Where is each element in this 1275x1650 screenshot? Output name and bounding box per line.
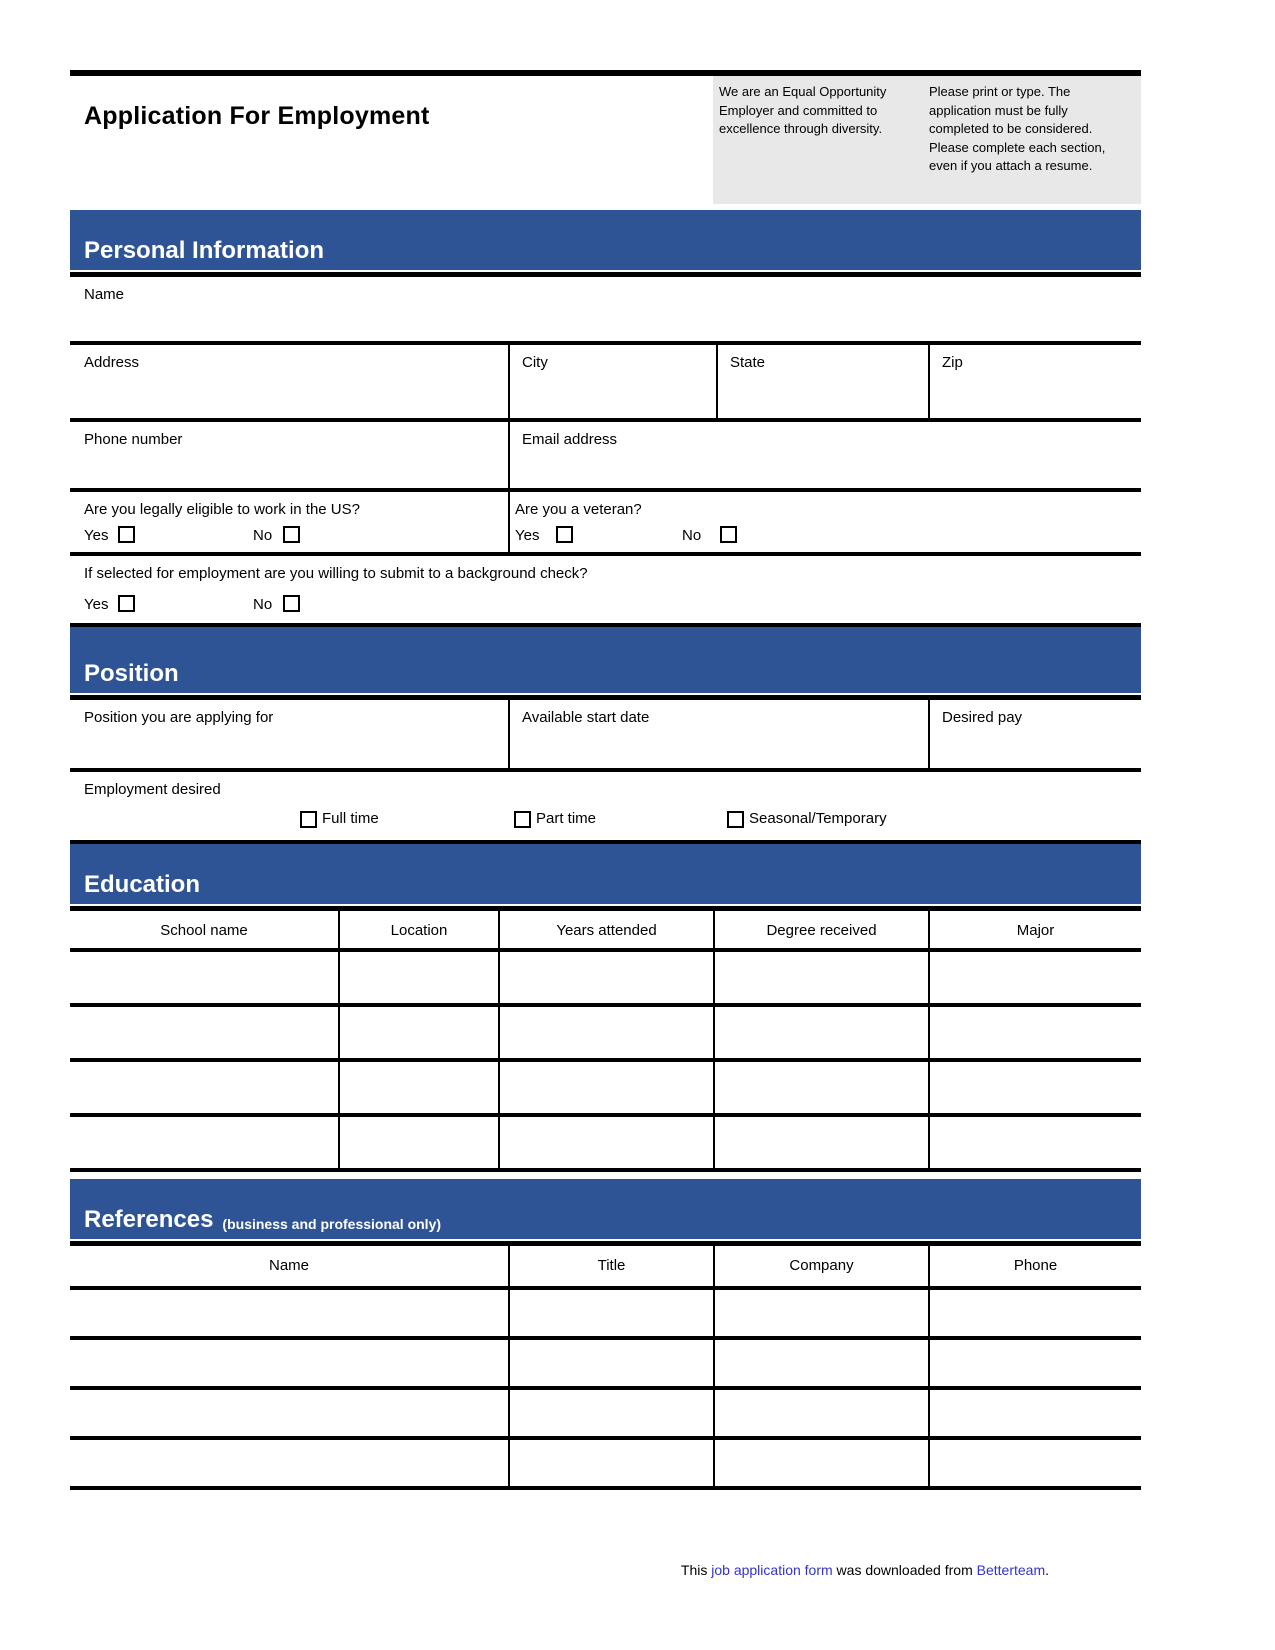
eligibility-question: Are you legally eligible to work in the US?: [84, 501, 360, 518]
section-heading: References: [84, 1206, 214, 1233]
background-yes-label: Yes: [84, 596, 109, 613]
position-applying-label: Position you are applying for: [84, 709, 274, 726]
seasonal-option[interactable]: [727, 810, 887, 828]
education-cell[interactable]: [930, 1062, 1141, 1113]
references-cell[interactable]: [70, 1440, 510, 1486]
eligibility-veteran-row: [70, 492, 1141, 556]
eligible-yes-label: Yes: [84, 527, 109, 544]
references-table-header: [70, 1246, 1141, 1290]
veteran-question-cell: [510, 492, 1141, 552]
notice-box: [713, 76, 1141, 204]
references-cell[interactable]: [510, 1340, 715, 1386]
email-field[interactable]: [510, 422, 1141, 488]
education-cell[interactable]: [340, 1062, 500, 1113]
veteran-question: Are you a veteran?: [515, 501, 642, 518]
education-cell[interactable]: [930, 952, 1141, 1003]
education-cell[interactable]: [500, 1117, 715, 1168]
references-col-title: Title: [510, 1246, 715, 1286]
phone-field[interactable]: [70, 422, 510, 488]
education-cell[interactable]: [500, 952, 715, 1003]
references-cell[interactable]: [510, 1390, 715, 1436]
section-bar-position: [70, 627, 1141, 695]
zip-label: Zip: [942, 354, 963, 371]
phone-email-row: [70, 422, 1141, 492]
header: [70, 76, 1141, 210]
references-cell[interactable]: [715, 1340, 930, 1386]
part-time-label: Part time: [536, 810, 597, 827]
employment-desired-row: [70, 772, 1141, 844]
background-check-question: If selected for employment are you willing to submit to a background check?: [84, 565, 588, 582]
section-heading: Education: [84, 871, 201, 898]
education-col-major: Major: [1016, 922, 1055, 939]
page-title: Application For Employment: [84, 102, 430, 130]
start-date-label: Available start date: [522, 709, 650, 726]
notice-instructions-text: Please print or type. The application must be fully completed to be considered. Please complete each section, even if you attach a resume.: [929, 84, 1106, 173]
references-cell[interactable]: [510, 1440, 715, 1486]
background-yes-checkbox[interactable]: [118, 595, 135, 612]
footer-text-middle: was downloaded from: [832, 1562, 977, 1578]
job-application-form-link[interactable]: job application form: [711, 1562, 833, 1578]
name-field[interactable]: [70, 277, 1141, 345]
city-field[interactable]: [510, 345, 718, 418]
education-cell[interactable]: [715, 1007, 930, 1058]
footer-text-suffix: .: [1045, 1562, 1049, 1578]
references-cell[interactable]: [715, 1440, 930, 1486]
zip-field[interactable]: [930, 345, 1141, 418]
education-col-school-name: School name: [70, 911, 340, 948]
references-cell[interactable]: [70, 1390, 510, 1436]
references-row: [70, 1440, 1141, 1490]
education-cell[interactable]: [715, 1117, 930, 1168]
notice-eeo-text: We are an Equal Opportunity Employer and committed to excellence through diversity.: [719, 84, 887, 136]
employment-desired-label: Employment desired: [84, 781, 221, 798]
references-row: [70, 1390, 1141, 1440]
references-cell[interactable]: [715, 1290, 930, 1336]
background-no-label: No: [253, 596, 273, 613]
background-no-checkbox[interactable]: [283, 595, 300, 612]
part-time-option[interactable]: [514, 810, 596, 828]
education-row: [70, 1117, 1141, 1172]
section-bar-references: [70, 1179, 1141, 1241]
section-bar-education: [70, 844, 1141, 906]
address-label: Address: [84, 354, 140, 371]
education-row: [70, 1062, 1141, 1117]
section-heading: Position: [84, 660, 179, 687]
education-cell[interactable]: [715, 1062, 930, 1113]
education-cell[interactable]: [70, 1117, 340, 1168]
eligible-no-checkbox[interactable]: [283, 526, 300, 543]
references-col-phone: Phone: [1013, 1257, 1058, 1274]
section-bar-personal-information: [70, 210, 1141, 272]
section-heading: Personal Information: [84, 237, 325, 264]
references-cell[interactable]: [930, 1440, 1141, 1486]
references-cell[interactable]: [715, 1390, 930, 1436]
education-cell[interactable]: [715, 952, 930, 1003]
desired-pay-field[interactable]: [930, 700, 1141, 768]
form-page: [70, 70, 1141, 1578]
education-cell[interactable]: [340, 952, 500, 1003]
eligible-yes-checkbox[interactable]: [118, 526, 135, 543]
education-col-degree-received: Degree received: [715, 911, 930, 948]
background-check-row: [70, 556, 1141, 627]
position-row: [70, 700, 1141, 772]
references-subtitle: (business and professional only): [222, 1216, 442, 1232]
eligible-no-label: No: [253, 527, 273, 544]
start-date-field[interactable]: [510, 700, 930, 768]
veteran-yes-label: Yes: [515, 527, 540, 544]
eligibility-question-cell: [70, 492, 510, 552]
education-table-header: [70, 911, 1141, 952]
education-cell[interactable]: [930, 1117, 1141, 1168]
references-table-body: [70, 1290, 1141, 1490]
references-cell[interactable]: [930, 1290, 1141, 1336]
education-cell[interactable]: [70, 1007, 340, 1058]
position-applying-field[interactable]: [70, 700, 510, 768]
veteran-no-checkbox[interactable]: [720, 526, 737, 543]
city-label: City: [522, 354, 548, 371]
footer-text-prefix: This: [680, 1562, 712, 1578]
references-cell[interactable]: [70, 1290, 510, 1336]
seasonal-label: Seasonal/Temporary: [749, 810, 887, 827]
name-label: Name: [84, 286, 125, 303]
education-row: [70, 952, 1141, 1007]
education-table-body: [70, 952, 1141, 1172]
betterteam-link[interactable]: Betterteam: [976, 1562, 1046, 1578]
state-field[interactable]: [718, 345, 930, 418]
desired-pay-label: Desired pay: [942, 709, 1023, 726]
address-field[interactable]: [70, 345, 510, 418]
education-cell[interactable]: [930, 1007, 1141, 1058]
education-cell[interactable]: [500, 1007, 715, 1058]
address-row: [70, 345, 1141, 422]
veteran-yes-checkbox[interactable]: [556, 526, 573, 543]
references-col-name: Name: [70, 1246, 510, 1286]
seasonal-checkbox[interactable]: [727, 811, 744, 828]
full-time-checkbox[interactable]: [300, 811, 317, 828]
state-label: State: [730, 354, 766, 371]
references-cell[interactable]: [70, 1340, 510, 1386]
email-label: Email address: [522, 431, 618, 448]
footer: [70, 1562, 1141, 1578]
education-col-years-attended: Years attended: [500, 911, 715, 948]
veteran-no-label: No: [682, 527, 702, 544]
references-row: [70, 1340, 1141, 1390]
education-cell[interactable]: [340, 1117, 500, 1168]
references-cell[interactable]: [930, 1340, 1141, 1386]
education-cell[interactable]: [500, 1062, 715, 1113]
references-row: [70, 1290, 1141, 1340]
education-col-location: Location: [340, 911, 500, 948]
references-cell[interactable]: [930, 1390, 1141, 1436]
full-time-option[interactable]: [300, 810, 379, 828]
part-time-checkbox[interactable]: [514, 811, 531, 828]
references-col-company: Company: [715, 1246, 930, 1286]
education-row: [70, 1007, 1141, 1062]
education-cell[interactable]: [70, 952, 340, 1003]
references-cell[interactable]: [510, 1290, 715, 1336]
phone-label: Phone number: [84, 431, 183, 448]
full-time-label: Full time: [322, 810, 379, 827]
education-cell[interactable]: [340, 1007, 500, 1058]
education-cell[interactable]: [70, 1062, 340, 1113]
